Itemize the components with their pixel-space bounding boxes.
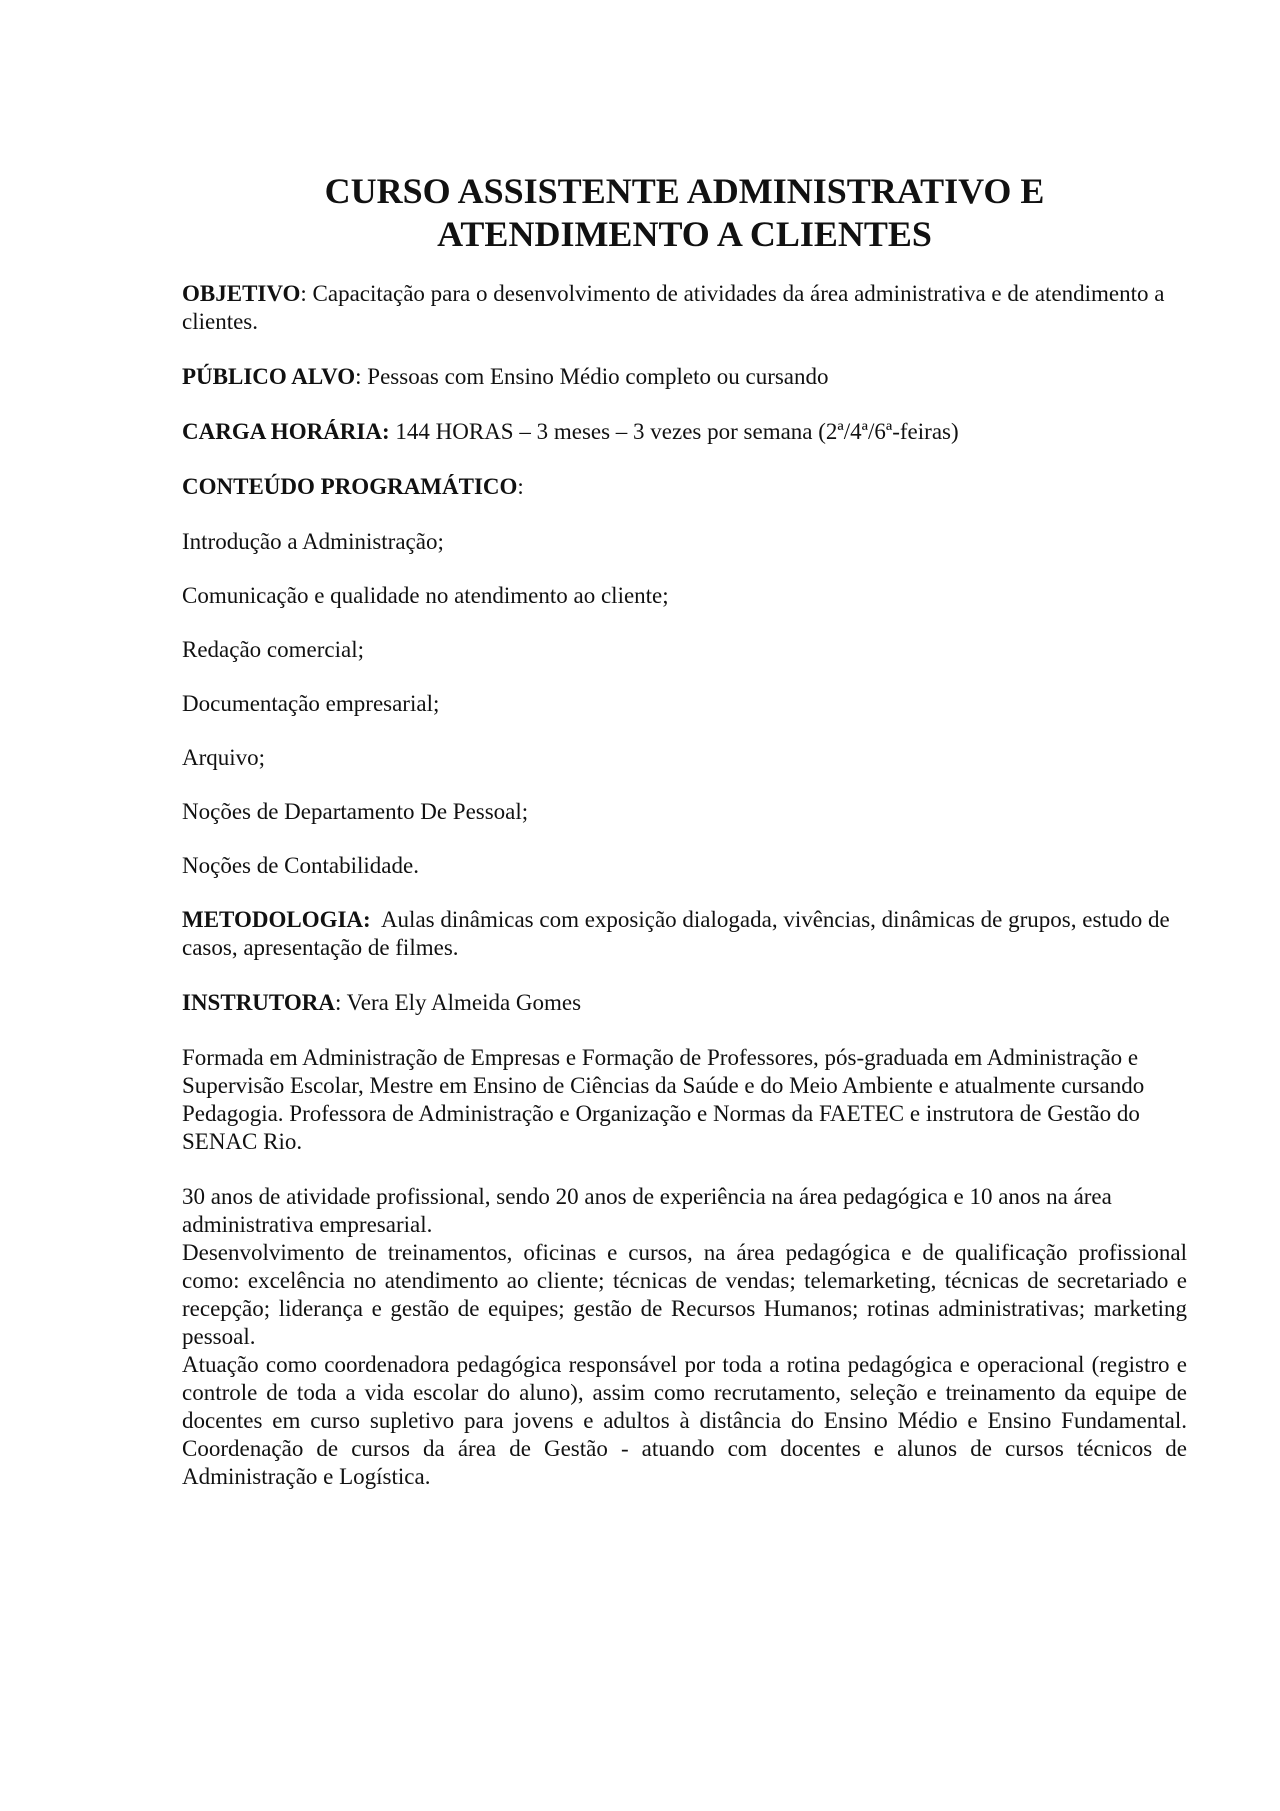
list-item: Noções de Departamento De Pessoal; xyxy=(182,799,529,824)
publico-alvo-label: PÚBLICO ALVO xyxy=(182,364,356,389)
list-item: Documentação empresarial; xyxy=(182,691,440,716)
carga-horaria-paragraph xyxy=(182,418,1187,446)
list-item: Noções de Contabilidade. xyxy=(182,853,419,878)
objetivo-label: OBJETIVO xyxy=(182,281,301,306)
conteudo-list xyxy=(182,528,1187,880)
conteudo-label: CONTEÚDO PROGRAMÁTICO xyxy=(182,474,518,499)
metodologia-paragraph xyxy=(182,906,1187,962)
page-title xyxy=(182,170,1187,256)
list-item: Redação comercial; xyxy=(182,637,364,662)
list-item: Arquivo; xyxy=(182,745,266,770)
instrutora-text: : Vera Ely Almeida Gomes xyxy=(334,990,582,1015)
bio-paragraph-3: Desenvolvimento de treinamentos, oficinas e cursos, na área pedagógica e de qualificação profissional como: excelência no atendimento ao cliente; técnicas de vendas; telemarketing, técnicas de secretariado e recepção; liderança e gestão de equipes; gestão de Recursos Humanos; rotinas administrativas; marketing pessoal. xyxy=(182,1240,1187,1349)
instrutora-label: INSTRUTORA xyxy=(182,990,335,1015)
instrutora-paragraph xyxy=(182,989,1187,1017)
title-line-1: CURSO ASSISTENTE ADMINISTRATIVO E xyxy=(324,171,1045,211)
title-line-2: ATENDIMENTO A CLIENTES xyxy=(437,214,932,254)
bio-paragraph-4: Atuação como coordenadora pedagógica responsável por toda a rotina pedagógica e operacional (registro e controle de toda a vida escolar do aluno), assim como recrutamento, seleção e treinamento da equipe de docentes em curso supletivo para jovens e adultos à distância do Ensino Médio e Ensino Fundamental. Coordenação de cursos da área de Gestão - atuando com docentes e alunos de cursos técnicos de Administração e Logística. xyxy=(182,1352,1187,1489)
objetivo-paragraph xyxy=(182,280,1187,336)
bio-paragraph-2: 30 anos de atividade profissional, sendo 20 anos de experiência na área pedagógica e 10 anos na área administrativa empresarial. xyxy=(182,1184,1112,1237)
conteudo-heading xyxy=(182,473,1187,501)
list-item: Comunicação e qualidade no atendimento ao cliente; xyxy=(182,583,669,608)
metodologia-label: METODOLOGIA: xyxy=(182,907,371,932)
carga-horaria-text: 144 HORAS – 3 meses – 3 vezes por semana (2ª/4ª/6ª-feiras) xyxy=(389,419,959,444)
objetivo-text: : Capacitação para o desenvolvimento de atividades da área administrativa e de atendimento a clientes. xyxy=(182,281,1165,334)
document-page xyxy=(182,170,1187,1491)
conteudo-suffix: : xyxy=(517,474,524,499)
list-item: Introdução a Administração; xyxy=(182,529,444,554)
publico-alvo-text: : Pessoas com Ensino Médio completo ou cursando xyxy=(355,364,829,389)
publico-alvo-paragraph xyxy=(182,363,1187,391)
bio-paragraph-1: Formada em Administração de Empresas e Formação de Professores, pós-graduada em Administração e Supervisão Escolar, Mestre em Ensino de Ciências da Saúde e do Meio Ambiente e atualmente cursando Pedagogia. Professora de Administração e Organização e Normas da FAETEC e instrutora de Gestão do SENAC Rio. xyxy=(182,1045,1145,1154)
metodologia-text: Aulas dinâmicas com exposição dialogada, vivências, dinâmicas de grupos, estudo de casos, apresentação de filmes. xyxy=(182,907,1176,960)
carga-horaria-label: CARGA HORÁRIA: xyxy=(182,419,390,444)
